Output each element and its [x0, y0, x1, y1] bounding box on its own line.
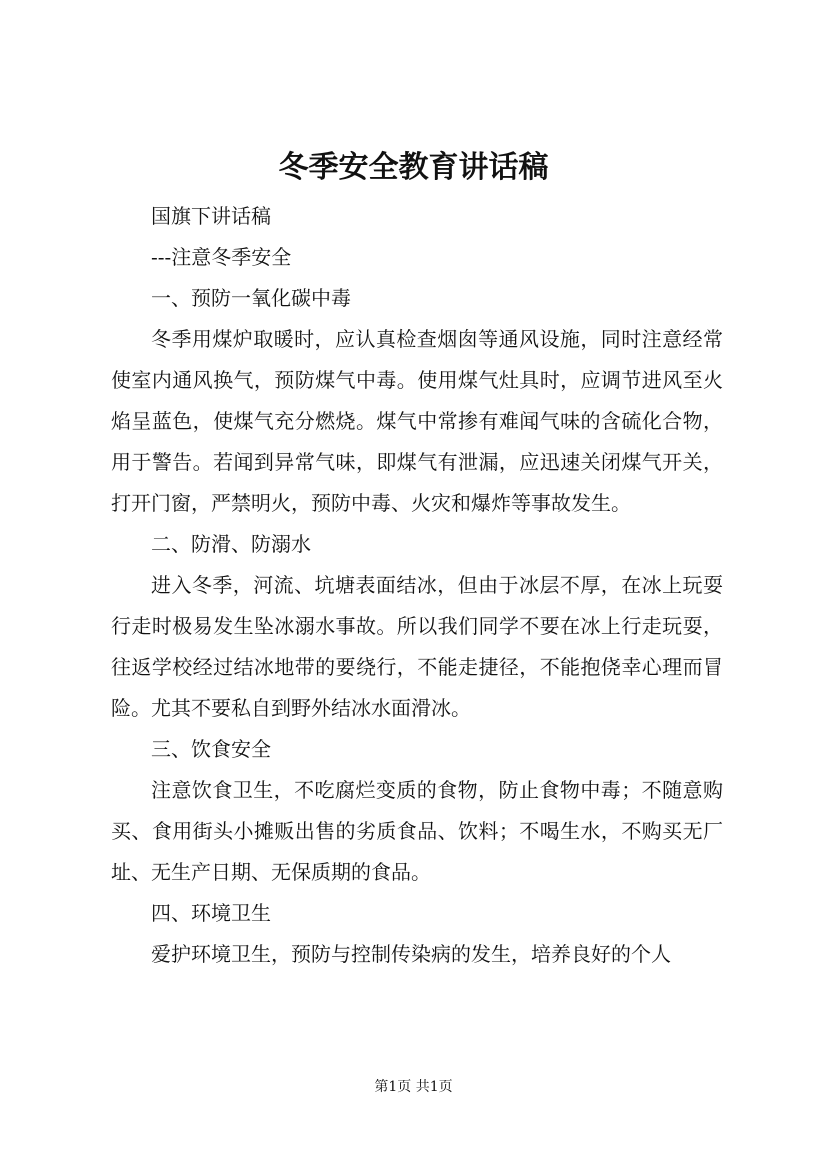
body-paragraph-4: 爱护环境卫生，预防与控制传染病的发生，培养良好的个人	[151, 942, 671, 966]
section-heading-2: 二、防滑、防溺水	[151, 532, 311, 556]
body-paragraph-1: 冬季用煤炉取暖时，应认真检查烟囱等通风设施，同时注意经常使室内通风换气，预防煤气中毒。使用煤气灶具时，应调节进风至火焰呈蓝色，使煤气充分燃烧。煤气中常掺有难闻气味的含硫化合物，用于警告。若闻到异常气味，即煤气有泄漏，应迅速关闭煤气开关，打开门窗，严禁明火，预防中毒、火灾和爆炸等事故发生。	[111, 327, 723, 515]
section-heading-1: 一、预防一氧化碳中毒	[151, 286, 351, 310]
section-heading-3: 三、饮食安全	[151, 737, 271, 761]
document-body	[111, 196, 723, 975]
page-footer: 第1页 共1页	[374, 1079, 453, 1095]
body-paragraph-2: 进入冬季，河流、坑塘表面结冰，但由于冰层不厚，在冰上玩耍行走时极易发生坠冰溺水事故。所以我们同学不要在冰上行走玩耍，往返学校经过结冰地带的要绕行，不能走捷径，不能抱侥幸心理而冒险。尤其不要私自到野外结冰水面滑冰。	[111, 573, 723, 720]
section-heading-4: 四、环境卫生	[151, 901, 271, 925]
subtitle-note: ---注意冬季安全	[151, 245, 292, 269]
document-title: 冬季安全教育讲话稿	[278, 150, 549, 185]
subtitle-line: 国旗下讲话稿	[151, 204, 271, 228]
body-paragraph-3: 注意饮食卫生，不吃腐烂变质的食物，防止食物中毒；不随意购买、食用街头小摊贩出售的劣质食品、饮料；不喝生水，不购买无厂址、无生产日期、无保质期的食品。	[111, 778, 723, 884]
